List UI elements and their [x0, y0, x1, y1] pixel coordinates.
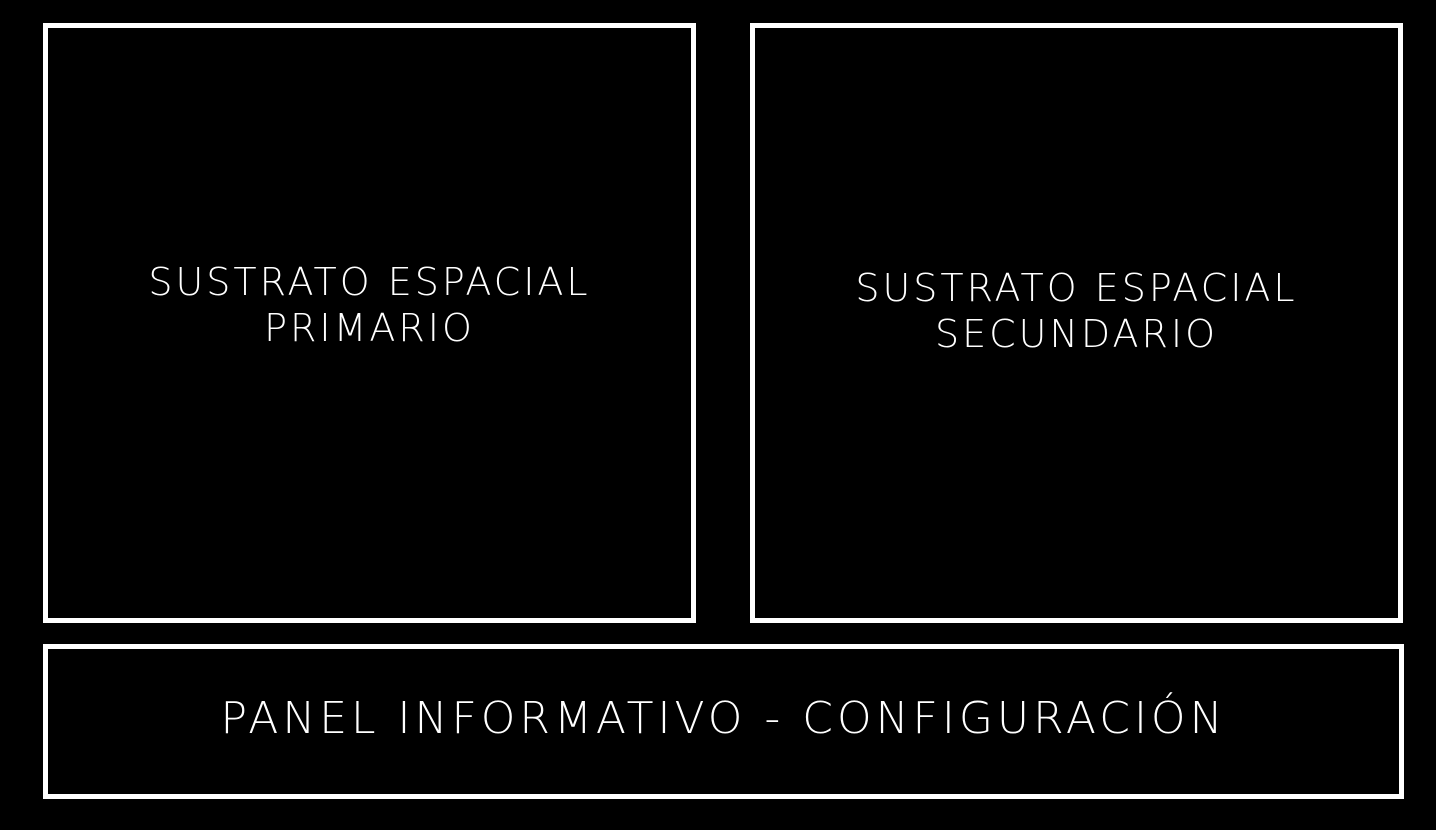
- secondary-panel-label: [755, 266, 1398, 357]
- primary-spatial-substrate-panel: [43, 23, 696, 623]
- info-panel-title: PANEL INFORMATIVO - CONFIGURACIÓN: [220, 693, 1227, 744]
- secondary-panel-title: SUSTRATO ESPACIAL: [855, 266, 1298, 310]
- primary-panel-label: [48, 260, 691, 351]
- primary-panel-subtitle: PRIMARIO: [264, 305, 475, 350]
- secondary-spatial-substrate-panel: [750, 23, 1403, 623]
- info-configuration-panel: [43, 644, 1404, 799]
- info-panel-label: [48, 693, 1399, 746]
- secondary-panel-subtitle: SECUNDARIO: [934, 311, 1218, 356]
- primary-panel-title: SUSTRATO ESPACIAL: [148, 260, 591, 304]
